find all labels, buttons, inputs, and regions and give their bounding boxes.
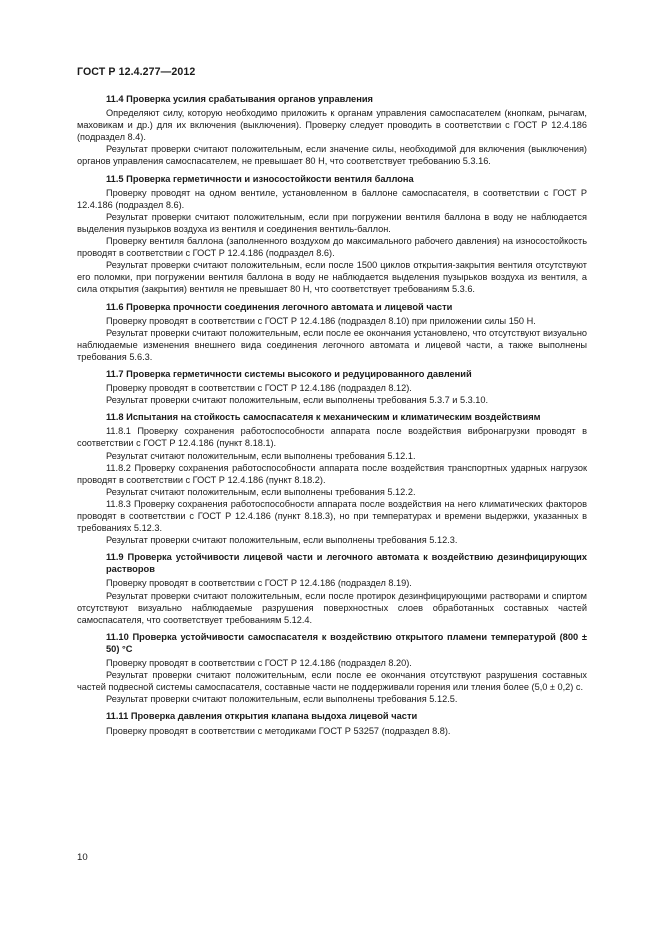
paragraph: Результат проверки считают положительным, если после протирок дезинфицирующими растворами и спиртом отсутствуют визуально наблюдаемые разрушения поверхностных слоев обработанных составных частей самоспасателя, что соответствует требованиям 5.12.4. xyxy=(77,590,587,625)
paragraph: Результат проверки считают положительным, если после ее окончания установлено, что отсутствуют визуально наблюдаемые изменения внешнего вида соединения легочного автомата и лицевой части, а также выполнены требования 5.6.3. xyxy=(77,327,587,362)
paragraph: Результат считают положительным, если выполнены требования 5.12.2. xyxy=(106,486,416,497)
page-number: 10 xyxy=(77,852,88,863)
section-11-5-title: 11.5 Проверка герметичности и износостойкости вентиля баллона xyxy=(106,173,414,184)
paragraph: Проверку проводят на одном вентиле, установленном в баллоне самоспасателя, в соответствии с ГОСТ Р 12.4.186 (подраздел 8.6). xyxy=(77,187,587,210)
section-11-4-title: 11.4 Проверка усилия срабатывания органов управления xyxy=(106,94,373,104)
paragraph: Проверку проводят в соответствии с ГОСТ Р 12.4.186 (подраздел 8.10) при приложении силы 150 Н. xyxy=(106,315,536,326)
paragraph: Результат проверки считают положительным, если после 1500 циклов открытия-закрытия вентиля отсутствуют его поломки, при погружении вентиля баллона в воду не наблюдается выделения пузырьков воздуха из вентиля, а сила открытия (закрытия) вентиля не превышает 80 Н, что соответствует требованиям 5.3.6. xyxy=(77,260,587,295)
document-body xyxy=(77,93,587,737)
paragraph: Результат проверки считают положительным, если выполнены требования 5.12.5. xyxy=(106,694,458,705)
section-11-11-title: 11.11 Проверка давления открытия клапана выдоха лицевой части xyxy=(106,711,418,722)
paragraph: Проверку проводят в соответствии с ГОСТ Р 12.4.186 (подраздел 8.20). xyxy=(106,658,412,669)
section-11-10-title: 11.10 Проверка устойчивости самоспасателя к воздействию открытого пламени температурой (800 ± 50) °С xyxy=(106,631,587,654)
paragraph: Проверку проводят в соответствии с ГОСТ Р 12.4.186 (подраздел 8.12). xyxy=(106,383,412,394)
section-11-8-title: 11.8 Испытания на стойкость самоспасателя к механическим и климатическим воздействиям xyxy=(106,412,541,423)
paragraph: Результат считают положительным, если выполнены требования 5.12.1. xyxy=(106,450,416,461)
paragraph: Результат проверки считают положительным, если значение силы, необходимой для включения (выключения) органов управления самоспасателем, не превышает 80 Н, что соответствует требованию 5.3.16. xyxy=(77,144,587,167)
paragraph: Проверку проводят в соответствии с ГОСТ Р 12.4.186 (подраздел 8.19). xyxy=(106,578,412,589)
paragraph: Результат проверки считают положительным, если выполнены требования 5.12.3. xyxy=(106,535,458,546)
paragraph: Результат проверки считают положительным, если при погружении вентиля баллона в воду не наблюдается выделения пузырьков воздуха из вентиля и соединения вентиль-баллон. xyxy=(77,211,587,234)
paragraph: Проверку вентиля баллона (заполненного воздухом до максимального рабочего давления) на износостойкость проводят в соответствии с ГОСТ Р 12.4.186 (подраздел 8.6). xyxy=(77,236,587,259)
section-11-6-title: 11.6 Проверка прочности соединения легочного автомата и лицевой части xyxy=(106,301,453,312)
paragraph: Результат проверки считают положительным, если выполнены требования 5.3.7 и 5.3.10. xyxy=(106,395,489,406)
section-11-7-title: 11.7 Проверка герметичности системы высокого и редуцированного давлений xyxy=(106,368,472,379)
paragraph: 11.8.3 Проверку сохранения работоспособности аппарата после воздействия на него климатических факторов проводят в соответствии с ГОСТ Р 12.4.186 (пункт 8.18.3), но при температурах и времени выдержки, указанных в требованиях 5.12.3. xyxy=(77,498,587,534)
paragraph: Определяют силу, которую необходимо приложить к органам управления самоспасателем (кнопкам, рычагам, маховикам и др.) для их включения (выключения). Проверку следует проводить в соответствии с ГОСТ Р 12.4.186 (подраздел 8.4). xyxy=(77,108,587,143)
standard-header: ГОСТ Р 12.4.277—2012 xyxy=(77,66,196,78)
paragraph: 11.8.2 Проверку сохранения работоспособности аппарата после воздействия транспортных ударных нагрузок проводят в соответствии с ГОСТ Р 12.4.186 (пункт 8.18.2). xyxy=(77,462,587,485)
paragraph: Проверку проводят в соответствии с методиками ГОСТ Р 53257 (подраздел 8.8). xyxy=(106,725,451,736)
paragraph: Результат проверки считают положительным, если после ее окончания отсутствуют разрушения составных частей подвесной системы самоспасателя, составные части не поддерживали горения или тления более (5,0 ± 0,2) с. xyxy=(77,670,587,693)
paragraph: 11.8.1 Проверку сохранения работоспособности аппарата после воздействия вибронагрузки проводят в соответствии с ГОСТ Р 12.4.186 (пункт 8.18.1). xyxy=(77,426,587,449)
section-11-9-title: 11.9 Проверка устойчивости лицевой части и легочного автомата к воздействию дезинфицирующих растворов xyxy=(106,552,587,575)
